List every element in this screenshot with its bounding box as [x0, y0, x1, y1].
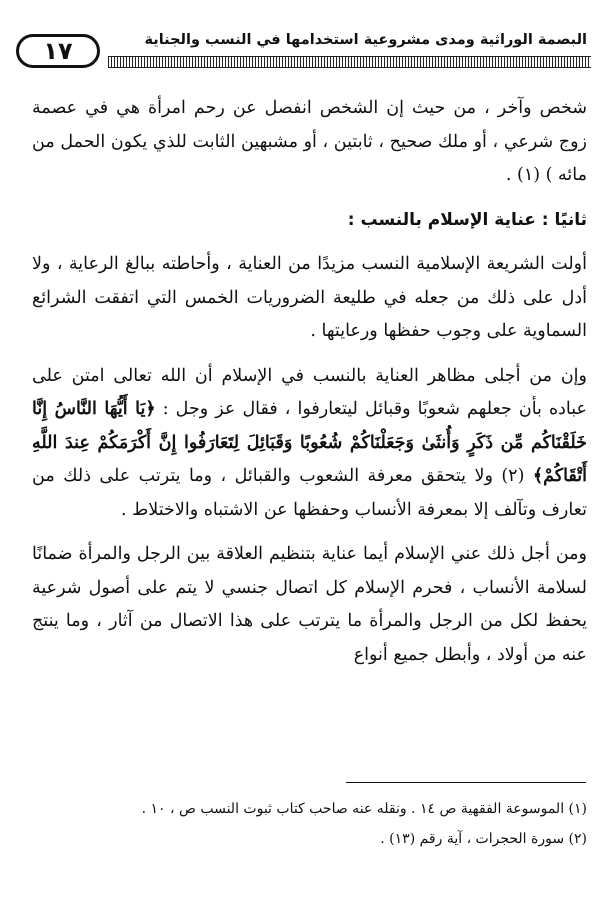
header-rule [108, 56, 591, 68]
footnote-separator [346, 782, 586, 783]
page-header [16, 26, 591, 76]
footnotes [32, 794, 587, 854]
paragraph-1: شخص وآخر ، من حيث إن الشخص انفصل عن رحم امرأة هي في عصمة زوج شرعي ، أو ملك صحيح ، ثابتين ، أو مشبهين الثابت للذي يكون الحمل من مائه ) (١) . [32, 98, 587, 185]
paragraph-3-rest: (٢) ولا يتحقق معرفة الشعوب والقبائل ، وما يترتب على ذلك من تعارف وتآلف إلا بمعرفة الأنساب وحفظها عن الاشتباه والاختلاط . [32, 466, 587, 520]
footnote-1: (١) الموسوعة الفقهية ص ١٤ . ونقله عنه صاحب كتاب ثبوت النسب ص ، ١٠ . [141, 801, 587, 817]
main-text [32, 92, 587, 672]
paragraph-3-intro: وإن من أجلى مظاهر العناية بالنسب في الإسلام أن الله تعالى امتن على عباده بأن جعلهم شعوبًا وقبائل ليتعارفوا ، فقال عز وجل : [32, 365, 587, 419]
page-number-badge: ١٧ [16, 34, 100, 68]
running-title: البصمة الوراثية ومدى مشروعية استخدامها في النسب والجناية [144, 32, 587, 48]
paragraph-2: أولت الشريعة الإسلامية النسب مزيدًا من العناية ، وأحاطته ببالغ الرعاية ، ولا أدل على ذلك من جعله في طليعة الضروريات الخمس التي اتفقت الشرائع السماوية على وجوب حفظها ورعايتها . [32, 254, 587, 341]
paragraph-3 [32, 360, 587, 528]
paragraph-4: ومن أجل ذلك عني الإسلام أيما عناية بتنظيم العلاقة بين الرجل والمرأة ضمانًا لسلامة الأنساب ، فحرم الإسلام كل اتصال جنسي لا يتم على أصول شرعية يحفظ لكل من الرجل والمرأة ما يترتب على هذا الاتصال من آثار ، وما ينتج عنه من أولاد ، وأبطل جميع أنواع [32, 544, 587, 665]
section-heading: ثانيًا : عناية الإسلام بالنسب : [347, 209, 587, 230]
quran-verse: ﴿يَا أَيُّهَا النَّاسُ إِنَّا خَلَقْنَاكُم مِّن ذَكَرٍ وَأُنثَىٰ وَجَعَلْنَاكُمْ شُعُوبًا وَقَبَائِلَ لِتَعَارَفُوا إِنَّ أَكْرَمَكُمْ عِندَ اللَّهِ أَتْقَاكُمْ﴾ [32, 399, 587, 486]
footnote-2: (٢) سورة الحجرات ، آية رقم (١٣) . [380, 831, 587, 847]
